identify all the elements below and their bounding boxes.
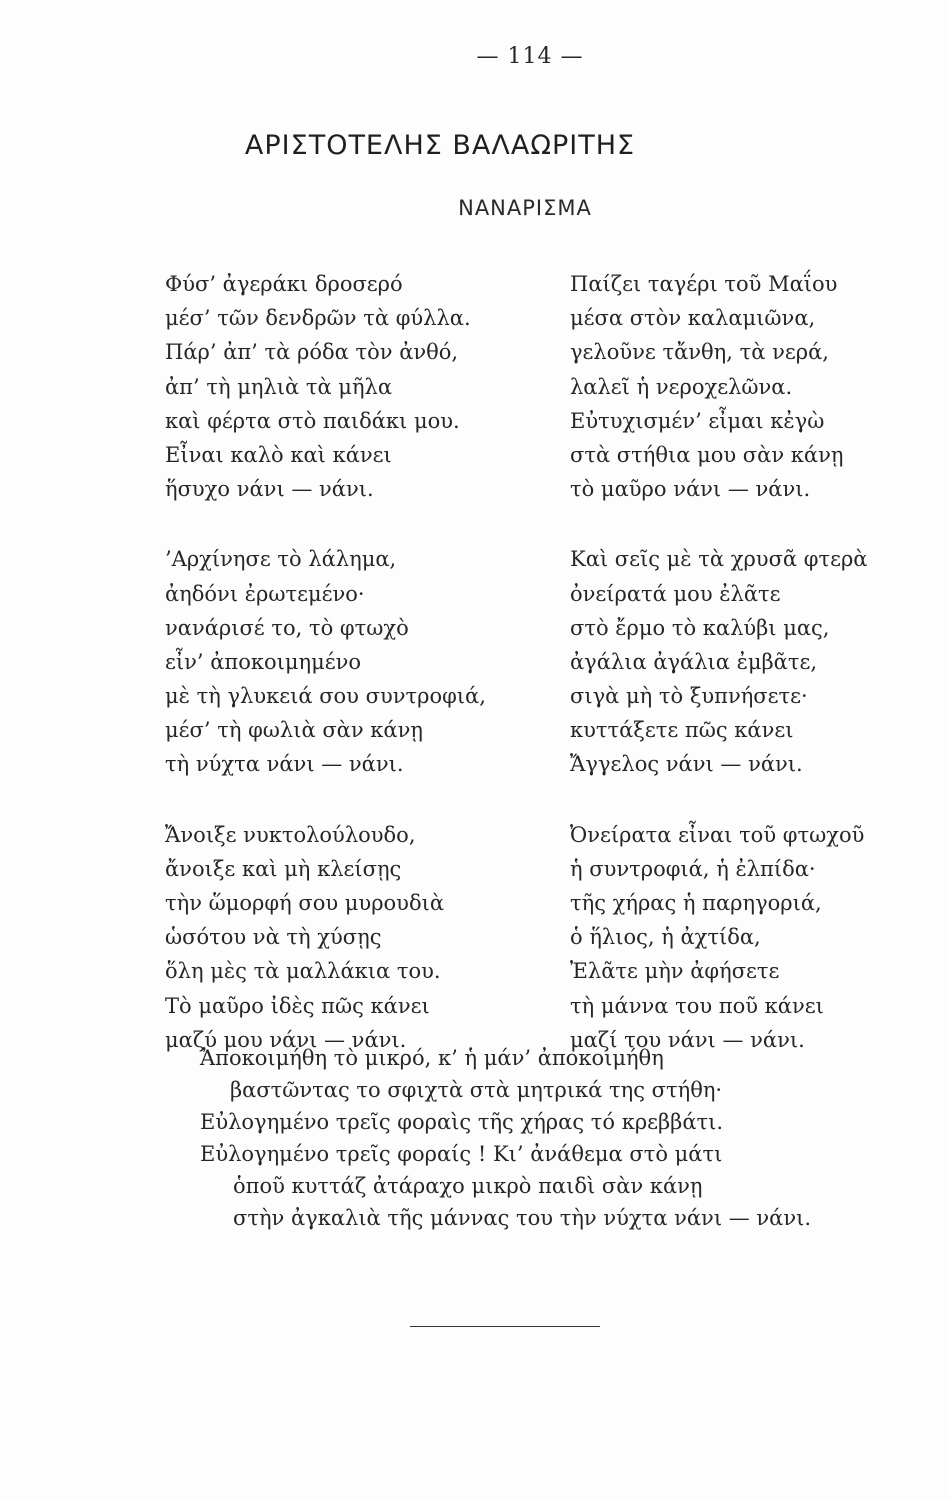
verse-line: ’Αρχίνησε τὸ λάλημα, — [165, 547, 397, 572]
stanza — [165, 267, 545, 506]
verse-line: λαλεῖ ἡ νεροχελῶνα. — [570, 374, 793, 399]
verse-line: τὴν ὥμορφή σου μυρουδιὰ — [165, 891, 445, 915]
verse-line: μὲ τὴ γλυκειά σου συντροφιά, — [165, 684, 486, 709]
verse-line: κυττάξετε πῶς κάνει — [570, 718, 794, 743]
verse-line: ὅλη μὲς τὰ μαλλάκια του. — [165, 959, 441, 984]
verse-line: μαζί του νάνι — νάνι. — [570, 1027, 805, 1052]
verse-line: Ἐλᾶτε μὴν ἀφήσετε — [570, 959, 780, 984]
verse-line: καὶ φέρτα στὸ παιδάκι μου. — [165, 408, 460, 433]
verse-line: βαστῶντας το σφιχτὰ στὰ μητρικά της στήθη· — [230, 1078, 723, 1102]
verse-line: ὁ ἥλιος, ἡ ἀχτίδα, — [570, 925, 761, 950]
verse-line: τὸ μαῦρο νάνι — νάνι. — [570, 477, 811, 502]
verse-line: σιγὰ μὴ τὸ ξυπνήσετε· — [570, 684, 808, 709]
stanza — [570, 818, 940, 1057]
verse-line: ὁποῦ κυττάζ ἀτάραχο μικρὸ παιδὶ σὰν κάνῃ — [233, 1174, 703, 1198]
verse-line: Ἀποκοιμήθη τὸ μικρό, κ’ ἡ μάν’ ἀποκοιμήθη — [200, 1046, 664, 1070]
verse-line: Καὶ σεῖς μὲ τὰ χρυσᾶ φτερὰ — [570, 547, 868, 572]
verse-line: μαζύ μου νάνι — νάνι. — [165, 1027, 407, 1052]
stanza — [165, 542, 545, 781]
page-number: — 114 — — [476, 44, 584, 69]
verse-line: στὴν ἀγκαλιὰ τῆς μάννας του τὴν νύχτα νάνι — νάνι. — [233, 1206, 812, 1230]
verse-line: ἥσυχο νάνι — νάνι. — [165, 477, 374, 502]
verse-line: εἶν’ ἀποκοιμημένο — [165, 649, 362, 674]
verse-line: Εἶναι καλὸ καὶ κάνει — [165, 442, 392, 467]
verse-line: στὰ στήθια μου σὰν κάνῃ — [570, 442, 844, 467]
verse-line: τὴ νύχτα νάνι — νάνι. — [165, 752, 404, 777]
left-column — [165, 267, 545, 1093]
stanza — [165, 818, 545, 1057]
verse-line: ἀγάλια ἀγάλια ἐμβᾶτε, — [570, 649, 818, 674]
verse-line: Εὐλογημένο τρεῖς φοραίς ! Κι’ ἀνάθεμα στὸ μάτι — [200, 1142, 723, 1166]
verse-line: τὴ μάννα του ποῦ κάνει — [570, 993, 824, 1018]
verse-line: μέσ’ τὴ φωλιὰ σὰν κάνῃ — [165, 718, 423, 743]
verse-line: γελοῦνε τἄνθη, τὰ νερά, — [570, 340, 829, 365]
verse-line: στὸ ἔρμο τὸ καλύβι μας, — [570, 615, 830, 640]
verse-line: Εὐτυχισμέν’ εἶμαι κἐγὼ — [570, 408, 825, 433]
right-column — [570, 267, 940, 1093]
verse-line: Ἄνοιξε νυκτολούλουδο, — [165, 822, 416, 847]
closing-stanza — [200, 1042, 920, 1234]
verse-line: Πάρ’ ἀπ’ τὰ ρόδα τὸν ἀνθό, — [165, 340, 459, 365]
verse-line: Ἄγγελος νάνι — νάνι. — [570, 752, 803, 777]
verse-line: Ὀνείρατα εἶναι τοῦ φτωχοῦ — [570, 822, 865, 847]
verse-line: ὀνείρατά μου ἐλᾶτε — [570, 581, 781, 606]
author-heading: ΑΡΙΣΤΟΤΕΛΗΣ ΒΑΛΑΩΡΙΤΗΣ — [244, 130, 636, 161]
verse-line: ἄνοιξε καὶ μὴ κλείσῃς — [165, 856, 402, 881]
verse-line: μέσ’ τῶν δενδρῶν τὰ φύλλα. — [165, 306, 471, 331]
verse-line: ἡ συντροφιά, ἡ ἐλπίδα· — [570, 856, 816, 881]
verse-line: τῆς χήρας ἡ παρηγοριά, — [570, 891, 822, 915]
section-divider — [410, 1326, 600, 1327]
stanza — [570, 267, 940, 506]
verse-line: μέσα στὸν καλαμιῶνα, — [570, 306, 816, 331]
stanza — [570, 542, 940, 781]
verse-line: ὡσότου νὰ τὴ χύσῃς — [165, 925, 382, 950]
verse-line: ἀπ’ τὴ μηλιὰ τὰ μῆλα — [165, 374, 393, 399]
verse-line: Εὐλογημένο τρεῖς φοραὶς τῆς χήρας τό κρεββάτι. — [200, 1110, 724, 1134]
verse-line: Παίζει ταγέρι τοῦ Μαΐου — [570, 272, 838, 296]
poem-title: ΝΑΝΑΡΙΣΜΑ — [458, 196, 592, 220]
verse-line: Τὸ μαῦρο ἰδὲς πῶς κάνει — [165, 993, 430, 1018]
verse-line: νανάρισέ το, τὸ φτωχὸ — [165, 615, 409, 640]
verse-line: ἀηδόνι ἐρωτεμένο· — [165, 581, 365, 606]
verse-line: Φύσ’ ἀγεράκι δροσερό — [165, 272, 403, 296]
